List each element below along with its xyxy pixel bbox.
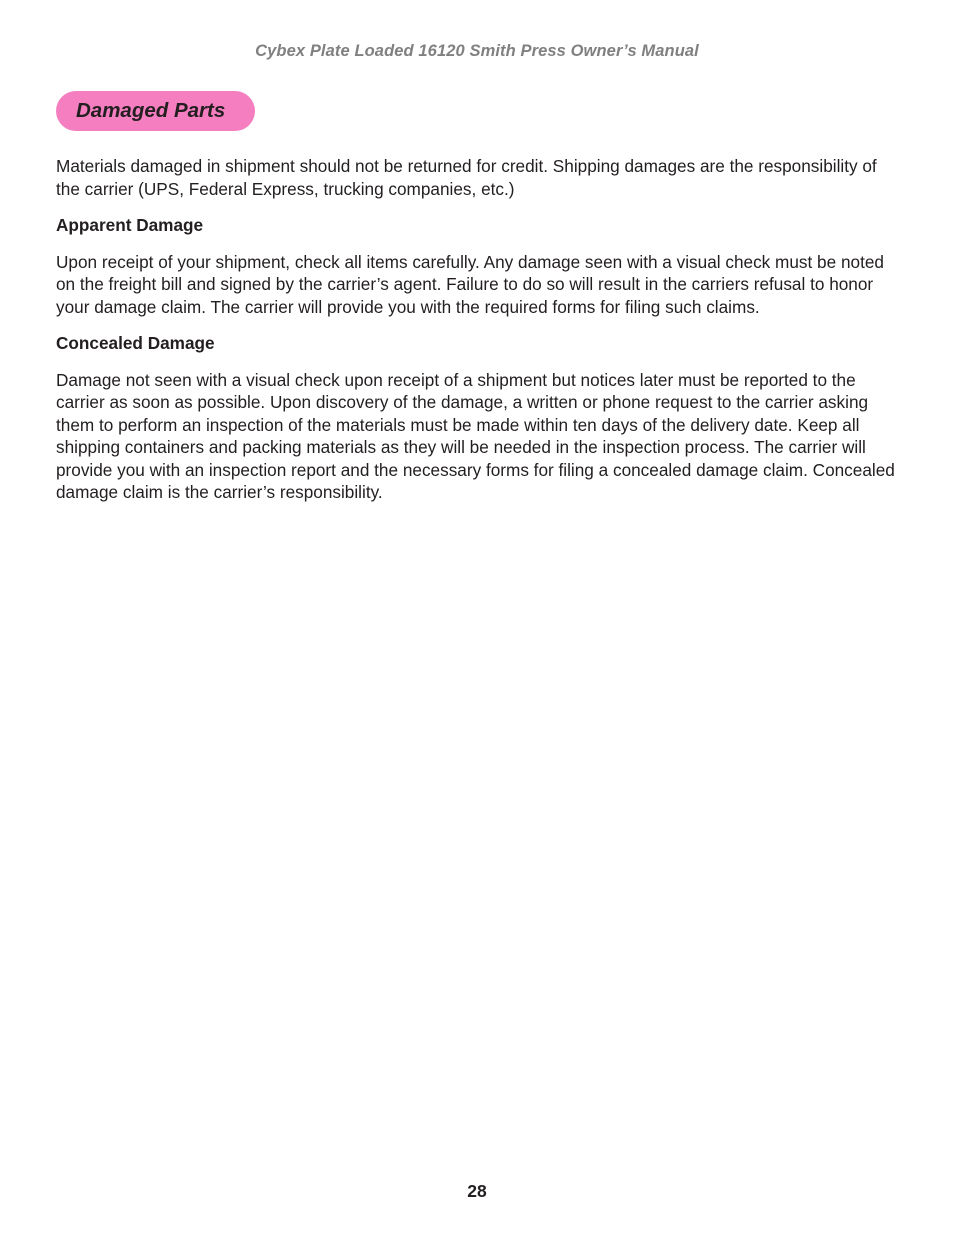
page-number: 28	[467, 1181, 487, 1201]
intro-paragraph: Materials damaged in shipment should not be returned for credit. Shipping damages are the responsibility of the carrier (UPS, Federal Express, trucking companies, etc.)	[56, 156, 877, 199]
concealed-damage-paragraph: Damage not seen with a visual check upon receipt of a shipment but notices later must be reported to the carrier as soon as possible. Upon discovery of the damage, a written or phone request to the carrier asking them to perform an inspection of the materials must be made within ten days of the delivery date. Keep all shipping containers and packing materials as they will be needed in the inspection process. The carrier will provide you with an inspection report and the necessary forms for filing a concealed damage claim. Concealed damage claim is the carrier’s responsibility.	[56, 369, 895, 502]
running-header: Cybex Plate Loaded 16120 Smith Press Owner’s Manual	[255, 42, 699, 60]
apparent-damage-paragraph: Upon receipt of your shipment, check all items carefully. Any damage seen with a visual check must be noted on the freight bill and signed by the carrier’s agent. Failure to do so will result in the carriers refusal to honor your damage claim. The carrier will provide you with the required forms for filing such claims.	[56, 251, 884, 317]
document-body	[56, 155, 901, 518]
section-title-pill	[56, 91, 255, 131]
subsection-heading-apparent-damage: Apparent Damage	[56, 215, 204, 235]
section-title: Damaged Parts	[76, 99, 226, 122]
subsection-heading-concealed-damage: Concealed Damage	[56, 333, 215, 353]
